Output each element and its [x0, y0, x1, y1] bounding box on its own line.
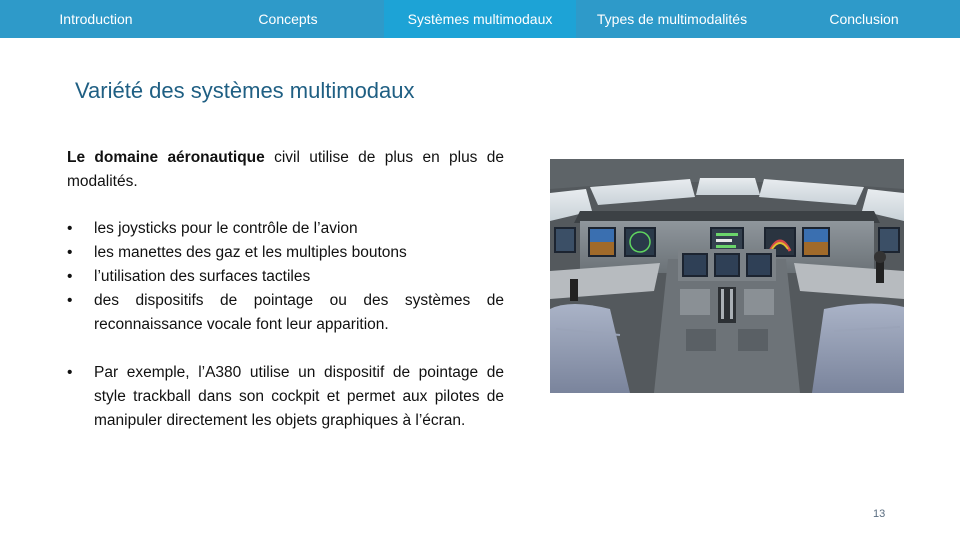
example-list [67, 361, 504, 433]
bullet-dot: • [67, 244, 73, 261]
list-item [67, 217, 504, 241]
intro-paragraph [67, 146, 504, 194]
nav-item-types-de-multimodalites[interactable]: Types de multimodalités [596, 11, 748, 27]
bullet-text: des dispositifs de pointage ou des systèmes de reconnaissance vocale font leur apparition. [94, 292, 504, 333]
bullet-dot: • [67, 364, 73, 381]
nav-item-introduction[interactable]: Introduction [59, 11, 133, 27]
example-text: Par exemple, l’A380 utilise un dispositif de pointage de style trackball dans son cockpit et permet aux pilotes de manipuler directement les objets graphiques à l’écran. [94, 364, 504, 429]
nav-item-concepts[interactable]: Concepts [258, 11, 318, 27]
list-item [67, 265, 504, 289]
page-number: 13 [873, 508, 886, 520]
bullet-dot: • [67, 220, 73, 237]
bullet-dot: • [67, 292, 73, 309]
intro-bold-text: Le domaine aéronautique [67, 149, 265, 166]
list-item [67, 241, 504, 265]
bullet-text: l’utilisation des surfaces tactiles [94, 268, 311, 285]
nav-item-systemes-multimodaux[interactable]: Systèmes multimodaux [384, 0, 576, 38]
list-item [67, 289, 504, 337]
nav-item-conclusion[interactable]: Conclusion [829, 11, 899, 27]
list-item [67, 361, 504, 433]
bullet-dot: • [67, 268, 73, 285]
cockpit-photo [550, 159, 904, 393]
bullet-text: les joysticks pour le contrôle de l’avion [94, 220, 358, 237]
bullet-text: les manettes des gaz et les multiples boutons [94, 244, 407, 261]
section-nav-bar [0, 0, 960, 38]
intro-text: civil utilise de plus en plus de modalités. [67, 149, 504, 190]
slide-title: Variété des systèmes multimodaux [75, 78, 415, 103]
bullet-list [67, 217, 504, 337]
